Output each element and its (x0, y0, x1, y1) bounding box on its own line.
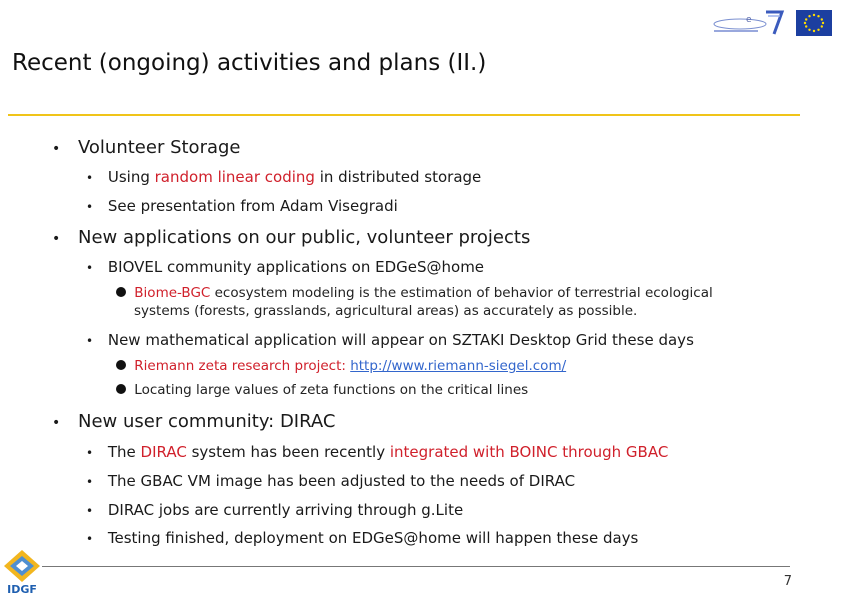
sub-bullet-biovel (86, 258, 484, 276)
bullet-dot: • (86, 504, 94, 518)
highlight-text: random linear coding (154, 168, 315, 186)
fp7-logo (710, 8, 790, 38)
bullet-dot: • (52, 141, 61, 157)
riemann-link[interactable]: http://www.riemann-siegel.com/ (350, 358, 567, 374)
bullet-text: Volunteer Storage (78, 137, 241, 158)
bullet-dot: • (86, 261, 94, 275)
text-segment: The (107, 443, 141, 461)
text-segment: Using (107, 168, 155, 186)
highlight-text: Riemann zeta research project: (134, 358, 351, 374)
sub-sub-bullet-biome (116, 285, 713, 301)
bullet-dot (116, 360, 126, 370)
bullet-text: See presentation from Adam Visegradi (107, 197, 398, 215)
idgf-logo-text: IDGF (7, 583, 37, 596)
bullet-text: Locating large values of zeta functions on the critical lines (134, 382, 529, 398)
svg-text:e: e (746, 15, 752, 25)
text-segment: system has been recently (186, 443, 390, 461)
bullet-dot: • (52, 231, 61, 247)
bullet-volunteer-storage (52, 137, 241, 158)
bullet-dot: • (86, 532, 94, 546)
sub-bullet-gbac-vm (86, 472, 575, 490)
text-segment: ecosystem modeling is the estimation of behavior of terrestrial ecological (210, 285, 713, 301)
text-segment: in distributed storage (314, 168, 482, 186)
sub-sub-bullet-riemann (116, 358, 566, 374)
sub-bullet-random-linear-coding (86, 168, 481, 186)
highlight-text: DIRAC (140, 443, 187, 461)
footer-divider (42, 566, 790, 567)
eu-flag-logo (796, 10, 832, 36)
sub-bullet-presentation (86, 197, 398, 215)
slide-title: Recent (ongoing) activities and plans (II.) (12, 50, 487, 76)
bullet-dot: • (86, 200, 94, 214)
sub-sub-bullet-biome-cont: systems (forests, grasslands, agricultural areas) as accurately as possible. (134, 303, 638, 319)
highlight-text: integrated with BOINC through GBAC (389, 443, 669, 461)
bullet-text: Testing finished, deployment on EDGeS@home will happen these days (107, 529, 639, 547)
sub-bullet-math-app (86, 331, 694, 349)
sub-sub-bullet-zeta (116, 382, 528, 398)
bullet-text: The GBAC VM image has been adjusted to the needs of DIRAC (107, 472, 576, 490)
bullet-dot (116, 287, 126, 297)
bullet-text: DIRAC jobs are currently arriving through g.Lite (107, 501, 464, 519)
bullet-dot (116, 384, 126, 394)
bullet-new-applications (52, 227, 530, 248)
bullet-dot: • (86, 334, 94, 348)
page-number: 7 (783, 574, 792, 589)
idgf-logo (0, 548, 44, 596)
sub-bullet-testing-finished (86, 529, 638, 547)
bullet-text: New user community: DIRAC (78, 411, 336, 432)
bullet-dot: • (52, 415, 61, 431)
bullet-text: New applications on our public, volunteer projects (78, 227, 531, 248)
bullet-dot: • (86, 475, 94, 489)
title-divider (8, 114, 800, 116)
bullet-text: BIOVEL community applications on EDGeS@home (107, 258, 485, 276)
sub-bullet-dirac-jobs (86, 501, 463, 519)
bullet-dot: • (86, 171, 94, 185)
bullet-dirac-community (52, 411, 335, 432)
sub-bullet-dirac-integrated (86, 443, 668, 461)
highlight-text: Biome-BGC (134, 285, 211, 301)
bullet-text: New mathematical application will appear on SZTAKI Desktop Grid these days (107, 331, 694, 349)
bullet-dot: • (86, 446, 94, 460)
